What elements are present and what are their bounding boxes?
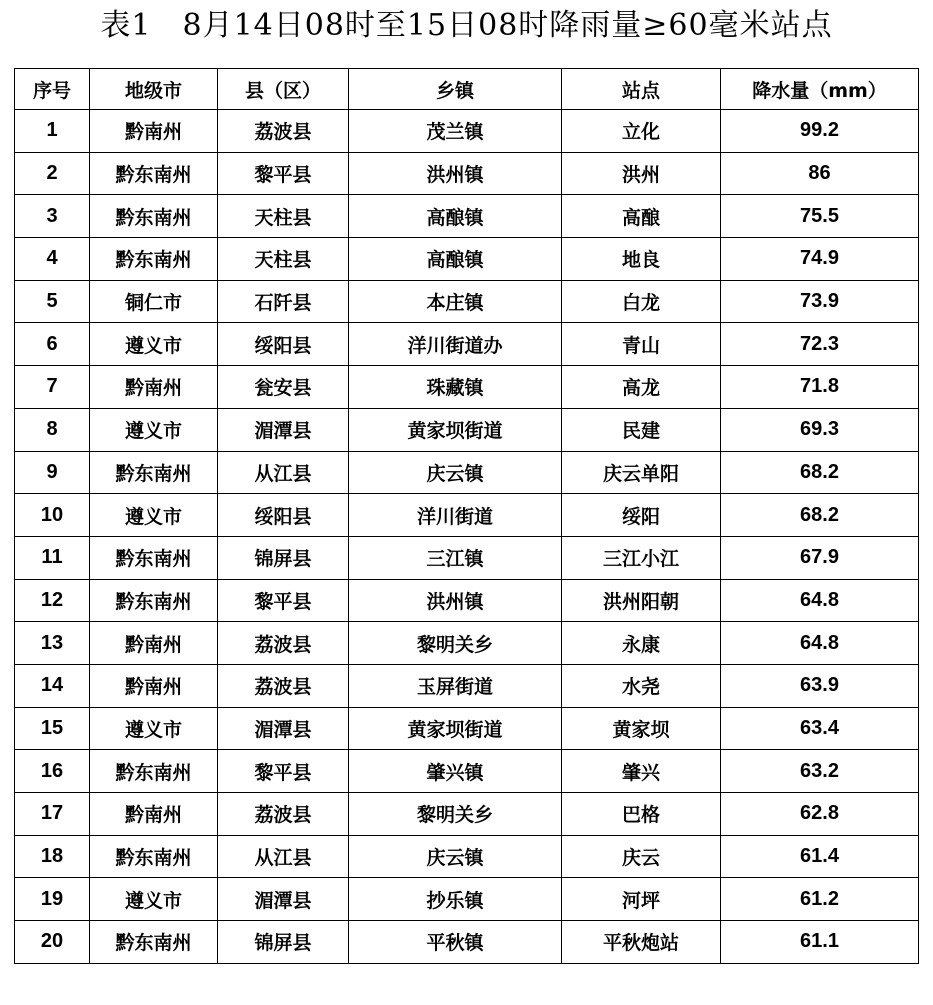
header-index: 序号 <box>15 69 90 110</box>
cell-city: 黔南州 <box>90 793 218 836</box>
cell-township: 本庄镇 <box>349 280 562 323</box>
cell-station: 巴格 <box>562 793 721 836</box>
cell-station: 肇兴 <box>562 750 721 793</box>
cell-city: 黔南州 <box>90 366 218 409</box>
cell-index: 5 <box>15 280 90 323</box>
table-row <box>15 750 919 793</box>
cell-station: 地良 <box>562 238 721 281</box>
cell-county: 天柱县 <box>218 238 349 281</box>
cell-township: 玉屏街道 <box>349 664 562 707</box>
cell-index: 7 <box>15 366 90 409</box>
table-row <box>15 835 919 878</box>
cell-county: 湄潭县 <box>218 707 349 750</box>
cell-township: 洋川街道办 <box>349 323 562 366</box>
header-county: 县（区） <box>218 69 349 110</box>
cell-township: 黄家坝街道 <box>349 408 562 451</box>
table-row <box>15 707 919 750</box>
cell-precipitation: 62.8 <box>721 793 919 836</box>
cell-station: 庆云 <box>562 835 721 878</box>
cell-county: 湄潭县 <box>218 878 349 921</box>
cell-city: 黔东南州 <box>90 750 218 793</box>
cell-index: 20 <box>15 921 90 964</box>
cell-precipitation: 69.3 <box>721 408 919 451</box>
cell-station: 永康 <box>562 622 721 665</box>
cell-city: 黔东南州 <box>90 579 218 622</box>
cell-index: 9 <box>15 451 90 494</box>
cell-index: 19 <box>15 878 90 921</box>
cell-township: 洪州镇 <box>349 152 562 195</box>
cell-station: 黄家坝 <box>562 707 721 750</box>
cell-precipitation: 71.8 <box>721 366 919 409</box>
table-row <box>15 579 919 622</box>
table-row <box>15 494 919 537</box>
header-row <box>15 69 919 110</box>
cell-precipitation: 86 <box>721 152 919 195</box>
cell-station: 庆云单阳 <box>562 451 721 494</box>
cell-station: 三江小江 <box>562 536 721 579</box>
cell-station: 白龙 <box>562 280 721 323</box>
cell-precipitation: 68.2 <box>721 451 919 494</box>
cell-station: 平秋炮站 <box>562 921 721 964</box>
cell-township: 茂兰镇 <box>349 110 562 153</box>
cell-station: 水尧 <box>562 664 721 707</box>
cell-county: 荔波县 <box>218 664 349 707</box>
table-row <box>15 366 919 409</box>
header-station: 站点 <box>562 69 721 110</box>
cell-township: 洪州镇 <box>349 579 562 622</box>
cell-city: 铜仁市 <box>90 280 218 323</box>
cell-precipitation: 68.2 <box>721 494 919 537</box>
cell-township: 肇兴镇 <box>349 750 562 793</box>
cell-city: 黔东南州 <box>90 238 218 281</box>
cell-county: 荔波县 <box>218 110 349 153</box>
table-row <box>15 195 919 238</box>
table-row <box>15 408 919 451</box>
table-row <box>15 110 919 153</box>
cell-precipitation: 74.9 <box>721 238 919 281</box>
cell-station: 民建 <box>562 408 721 451</box>
cell-precipitation: 99.2 <box>721 110 919 153</box>
table-title: 表1 8月14日08时至15日08时降雨量≥60毫米站点 <box>100 8 833 43</box>
header-city: 地级市 <box>90 69 218 110</box>
cell-township: 黄家坝街道 <box>349 707 562 750</box>
cell-city: 遵义市 <box>90 878 218 921</box>
cell-county: 锦屏县 <box>218 536 349 579</box>
cell-county: 从江县 <box>218 835 349 878</box>
cell-city: 黔东南州 <box>90 195 218 238</box>
cell-township: 高酿镇 <box>349 238 562 281</box>
cell-county: 荔波县 <box>218 622 349 665</box>
cell-city: 黔南州 <box>90 110 218 153</box>
table-body <box>15 110 919 964</box>
cell-city: 黔南州 <box>90 622 218 665</box>
cell-county: 黎平县 <box>218 750 349 793</box>
cell-precipitation: 75.5 <box>721 195 919 238</box>
cell-township: 珠藏镇 <box>349 366 562 409</box>
cell-index: 17 <box>15 793 90 836</box>
cell-station: 河坪 <box>562 878 721 921</box>
cell-township: 平秋镇 <box>349 921 562 964</box>
header-precipitation: 降水量（mm） <box>721 69 919 110</box>
cell-precipitation: 63.9 <box>721 664 919 707</box>
cell-station: 高龙 <box>562 366 721 409</box>
cell-index: 6 <box>15 323 90 366</box>
cell-city: 黔东南州 <box>90 152 218 195</box>
cell-index: 16 <box>15 750 90 793</box>
cell-index: 4 <box>15 238 90 281</box>
header-township: 乡镇 <box>349 69 562 110</box>
cell-city: 黔东南州 <box>90 835 218 878</box>
cell-city: 遵义市 <box>90 408 218 451</box>
table-row <box>15 280 919 323</box>
cell-county: 从江县 <box>218 451 349 494</box>
cell-county: 荔波县 <box>218 793 349 836</box>
cell-city: 黔东南州 <box>90 921 218 964</box>
cell-index: 1 <box>15 110 90 153</box>
table-row <box>15 451 919 494</box>
cell-township: 抄乐镇 <box>349 878 562 921</box>
cell-city: 遵义市 <box>90 494 218 537</box>
cell-city: 遵义市 <box>90 707 218 750</box>
cell-precipitation: 61.2 <box>721 878 919 921</box>
cell-precipitation: 72.3 <box>721 323 919 366</box>
cell-township: 黎明关乡 <box>349 622 562 665</box>
cell-station: 高酿 <box>562 195 721 238</box>
table-row <box>15 622 919 665</box>
cell-index: 10 <box>15 494 90 537</box>
cell-index: 11 <box>15 536 90 579</box>
cell-station: 青山 <box>562 323 721 366</box>
cell-precipitation: 61.1 <box>721 921 919 964</box>
table-row <box>15 664 919 707</box>
cell-city: 黔东南州 <box>90 536 218 579</box>
cell-index: 15 <box>15 707 90 750</box>
table-row <box>15 152 919 195</box>
cell-county: 黎平县 <box>218 579 349 622</box>
cell-township: 黎明关乡 <box>349 793 562 836</box>
cell-index: 18 <box>15 835 90 878</box>
cell-index: 3 <box>15 195 90 238</box>
cell-city: 黔南州 <box>90 664 218 707</box>
cell-township: 庆云镇 <box>349 451 562 494</box>
cell-township: 洋川街道 <box>349 494 562 537</box>
cell-county: 瓮安县 <box>218 366 349 409</box>
table-row <box>15 536 919 579</box>
cell-township: 三江镇 <box>349 536 562 579</box>
cell-index: 8 <box>15 408 90 451</box>
cell-county: 绥阳县 <box>218 323 349 366</box>
cell-precipitation: 61.4 <box>721 835 919 878</box>
cell-county: 石阡县 <box>218 280 349 323</box>
table-row <box>15 793 919 836</box>
cell-county: 黎平县 <box>218 152 349 195</box>
cell-precipitation: 63.4 <box>721 707 919 750</box>
cell-station: 绥阳 <box>562 494 721 537</box>
cell-township: 高酿镇 <box>349 195 562 238</box>
table-row <box>15 921 919 964</box>
rainfall-stations-table <box>14 68 919 964</box>
table-row <box>15 238 919 281</box>
cell-county: 湄潭县 <box>218 408 349 451</box>
cell-index: 12 <box>15 579 90 622</box>
cell-precipitation: 64.8 <box>721 622 919 665</box>
cell-precipitation: 64.8 <box>721 579 919 622</box>
cell-index: 14 <box>15 664 90 707</box>
cell-precipitation: 67.9 <box>721 536 919 579</box>
table-row <box>15 323 919 366</box>
cell-city: 遵义市 <box>90 323 218 366</box>
cell-precipitation: 73.9 <box>721 280 919 323</box>
cell-precipitation: 63.2 <box>721 750 919 793</box>
table-row <box>15 878 919 921</box>
cell-index: 13 <box>15 622 90 665</box>
cell-township: 庆云镇 <box>349 835 562 878</box>
cell-city: 黔东南州 <box>90 451 218 494</box>
cell-station: 立化 <box>562 110 721 153</box>
cell-station: 洪州阳朝 <box>562 579 721 622</box>
cell-county: 锦屏县 <box>218 921 349 964</box>
cell-county: 天柱县 <box>218 195 349 238</box>
cell-station: 洪州 <box>562 152 721 195</box>
cell-index: 2 <box>15 152 90 195</box>
cell-county: 绥阳县 <box>218 494 349 537</box>
